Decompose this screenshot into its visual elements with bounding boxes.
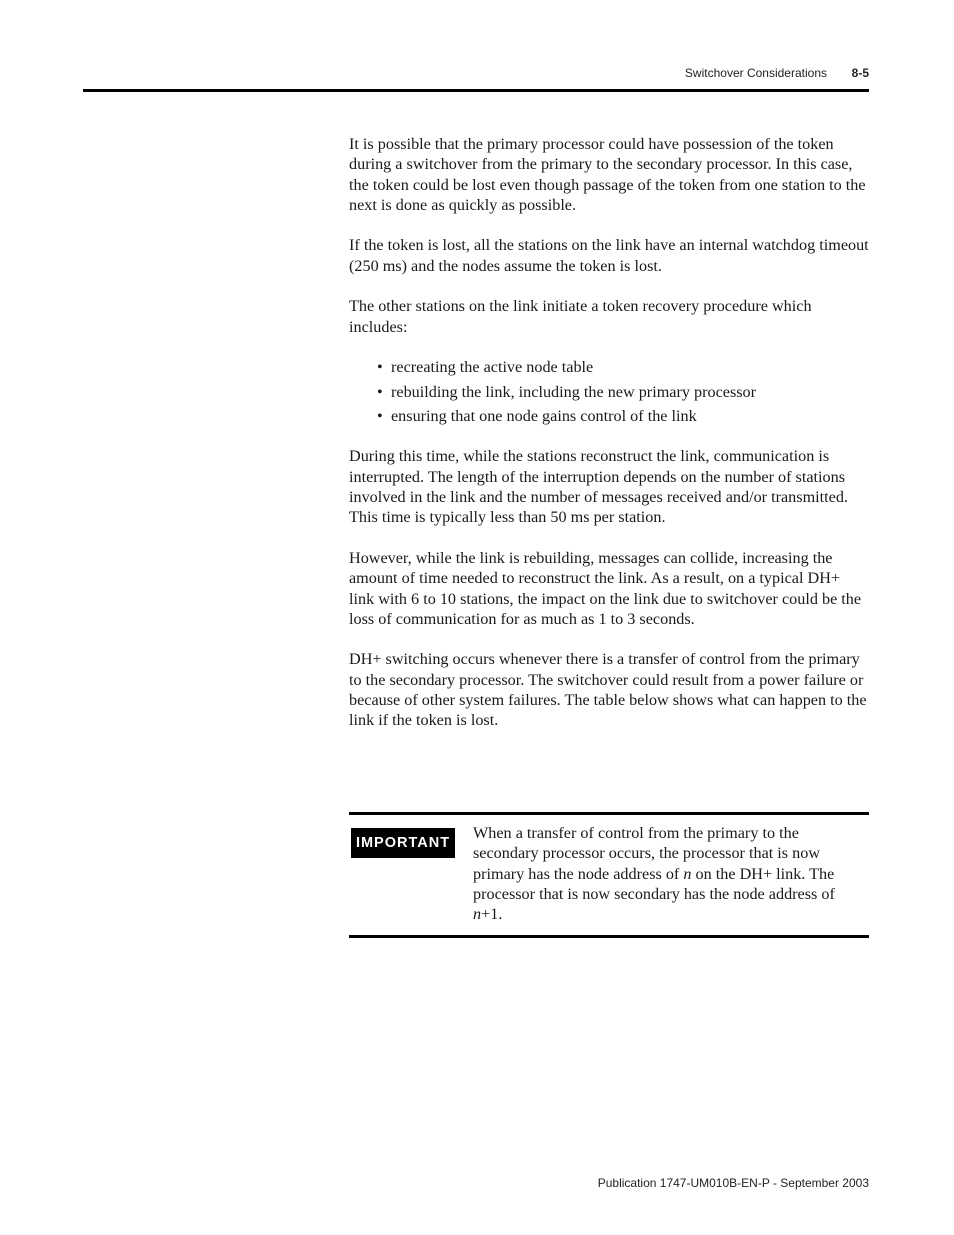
list-item-text: recreating the active node table bbox=[391, 358, 594, 377]
page-header bbox=[83, 64, 869, 84]
list-item-text: ensuring that one node gains control of the link bbox=[391, 406, 697, 425]
important-text-part3: +1. bbox=[481, 905, 503, 924]
header-divider bbox=[83, 89, 869, 92]
node-variable: n bbox=[683, 864, 692, 883]
important-label: IMPORTANT bbox=[351, 828, 455, 858]
page-number: 8-5 bbox=[851, 66, 869, 80]
list-item bbox=[377, 382, 869, 402]
bullet-icon: • bbox=[377, 382, 383, 401]
node-variable: n bbox=[473, 905, 482, 924]
section-title: Switchover Considerations bbox=[684, 66, 827, 80]
important-note bbox=[349, 812, 869, 938]
publication-footer: Publication 1747-UM010B-EN-P - September 2003 bbox=[597, 1176, 869, 1190]
list-item bbox=[377, 357, 869, 377]
important-text-part2: on the DH+ link. The processor that is now secondary has the node address of bbox=[473, 864, 835, 903]
bullet-icon: • bbox=[377, 406, 383, 425]
list-item bbox=[377, 406, 869, 426]
list-item-text: rebuilding the link, including the new primary processor bbox=[391, 382, 757, 401]
paragraph-token-lost: If the token is lost, all the stations on the link have an internal watchdog timeout (250 ms) and the nodes assume the token is lost. bbox=[349, 236, 869, 275]
paragraph-token-possession: It is possible that the primary processor could have possession of the token during a switchover from the primary to the secondary processor. In this case, the token could be lost even though passage of the token from one station to the next is done as quickly as possible. bbox=[349, 135, 866, 214]
paragraph-communication-interrupted: During this time, while the stations reconstruct the link, communication is interrupted. The length of the interruption depends on the number of stations involved in the link and the number of messages received and/or transmitted. This time is typically less than 50 ms per station. bbox=[349, 447, 848, 527]
important-text bbox=[473, 823, 867, 924]
recovery-steps-list bbox=[349, 357, 869, 426]
paragraph-recovery-procedure: The other stations on the link initiate a token recovery procedure which includes: bbox=[349, 297, 812, 336]
paragraph-messages-collide: However, while the link is rebuilding, messages can collide, increasing the amount of time needed to reconstruct the link. As a result, on a typical DH+ link with 6 to 10 stations, the impact on the link due to switchover could be the loss of communication for as much as 1 to 3 seconds. bbox=[349, 548, 862, 628]
important-text-part1: When a transfer of control from the primary to the secondary processor occurs, the processor that is now primary has the node address of bbox=[473, 824, 821, 883]
main-body bbox=[349, 134, 869, 751]
paragraph-dh-switching: DH+ switching occurs whenever there is a transfer of control from the primary to the secondary processor. The switchover could result from a power failure or because of other system failures. The table below shows what can happen to the link if the token is lost. bbox=[349, 650, 867, 730]
bullet-icon: • bbox=[377, 358, 383, 377]
